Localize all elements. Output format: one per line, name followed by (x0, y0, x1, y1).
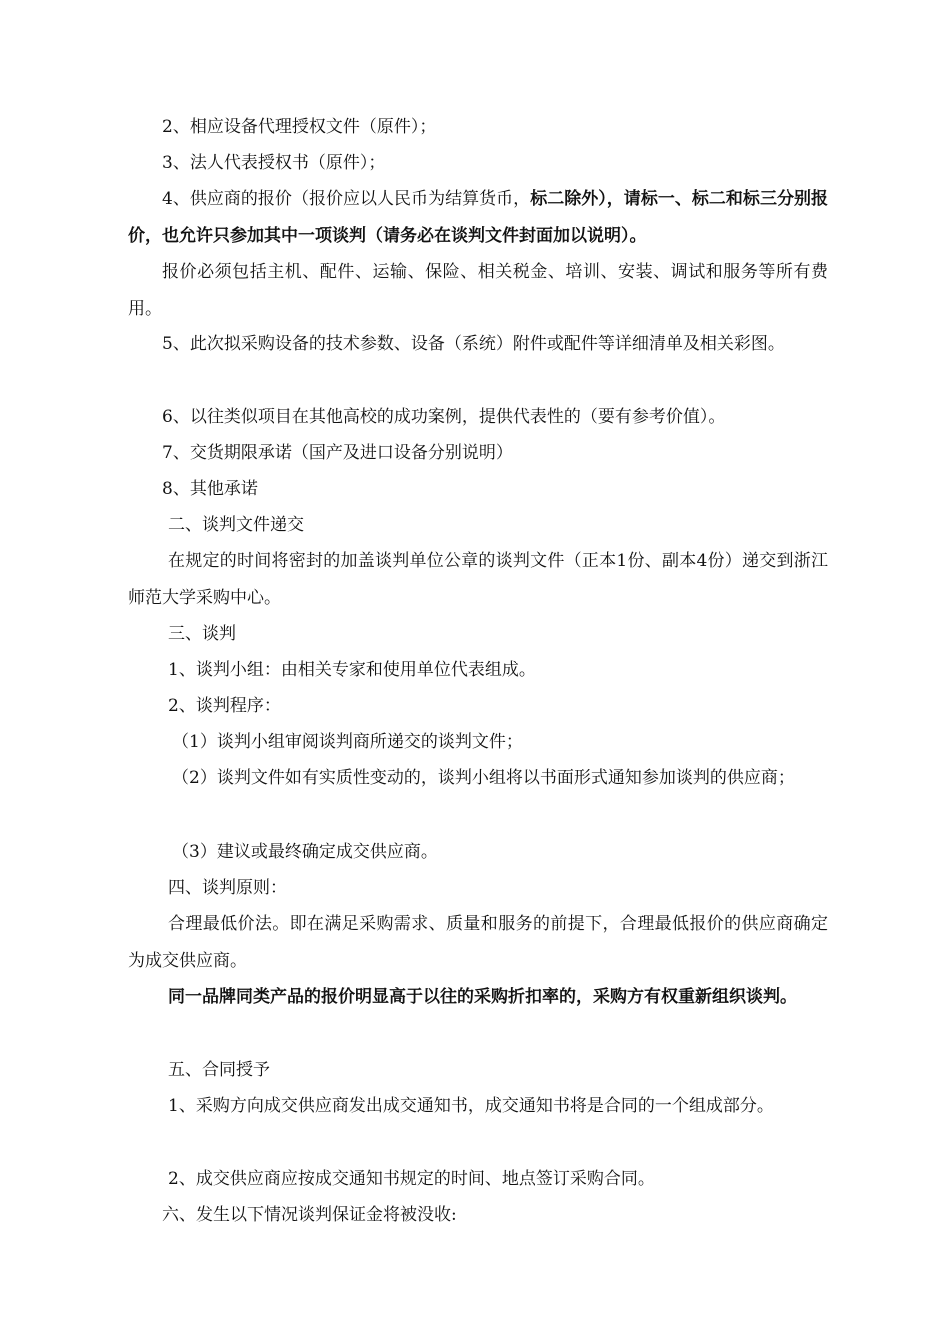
quotation-scope-paragraph: 报价必须包括主机、配件、运输、保险、相关税金、培训、安装、调试和服务等所有费用。 (128, 262, 828, 319)
procedure-step-3: （3）建议或最终确定成交供应商。 (172, 842, 438, 862)
section-3-heading: 三、谈判 (168, 624, 236, 644)
quotation-text: 4、供应商的报价（报价应以人民币为结算货币， (162, 189, 531, 209)
section-5-heading: 五、合同授予 (168, 1060, 270, 1080)
item-8-other-commitments: 8、其他承诺 (162, 479, 258, 499)
brand-pricing-bold-paragraph: 同一品牌同类产品的报价明显高于以往的采购折扣率的，采购方有权重新组织谈判。 (168, 987, 797, 1007)
section-2-heading: 二、谈判文件递交 (168, 515, 304, 535)
item-3-legal-rep-authorization: 3、法人代表授权书（原件）； (162, 153, 386, 173)
quotation-bold-text: 标二除外），请标一、标二和标三分别报价，也允许只参加其中一项谈判（请务必在谈判文件封面加以说明）。 (128, 189, 828, 246)
procedure-step-2: （2）谈判文件如有实质性变动的，谈判小组将以书面形式通知参加谈判的供应商； (172, 768, 795, 788)
submission-paragraph: 在规定的时间将密封的加盖谈判单位公章的谈判文件（正本1份、副本4份）递交到浙江师范大学采购中心。 (128, 551, 828, 608)
negotiation-procedure-item: 2、谈判程序： (168, 696, 281, 716)
pricing-principle-paragraph: 合理最低价法。即在满足采购需求、质量和服务的前提下，合理最低报价的供应商确定为成交供应商。 (128, 914, 828, 971)
section-6-heading: 六、发生以下情况谈判保证金将被没收: (162, 1205, 457, 1225)
contract-award-item-1: 1、采购方向成交供应商发出成交通知书，成交通知书将是合同的一个组成部分。 (168, 1096, 774, 1116)
item-7-delivery-commitment: 7、交货期限承诺（国产及进口设备分别说明） (162, 443, 513, 463)
contract-award-item-2: 2、成交供应商应按成交通知书规定的时间、地点签订采购合同。 (168, 1169, 655, 1189)
negotiation-panel-item: 1、谈判小组：由相关专家和使用单位代表组成。 (168, 660, 536, 680)
item-5-technical-params: 5、此次拟采购设备的技术参数、设备（系统）附件或配件等详细清单及相关彩图。 (162, 334, 785, 354)
item-2-authorization-docs: 2、相应设备代理授权文件（原件）； (162, 117, 437, 137)
item-4-quotation (128, 181, 828, 255)
section-4-heading: 四、谈判原则： (168, 878, 287, 898)
item-6-past-cases: 6、以往类似项目在其他高校的成功案例，提供代表性的（要有参考价值）。 (162, 407, 726, 427)
procedure-step-1: （1）谈判小组审阅谈判商所递交的谈判文件； (172, 732, 523, 752)
